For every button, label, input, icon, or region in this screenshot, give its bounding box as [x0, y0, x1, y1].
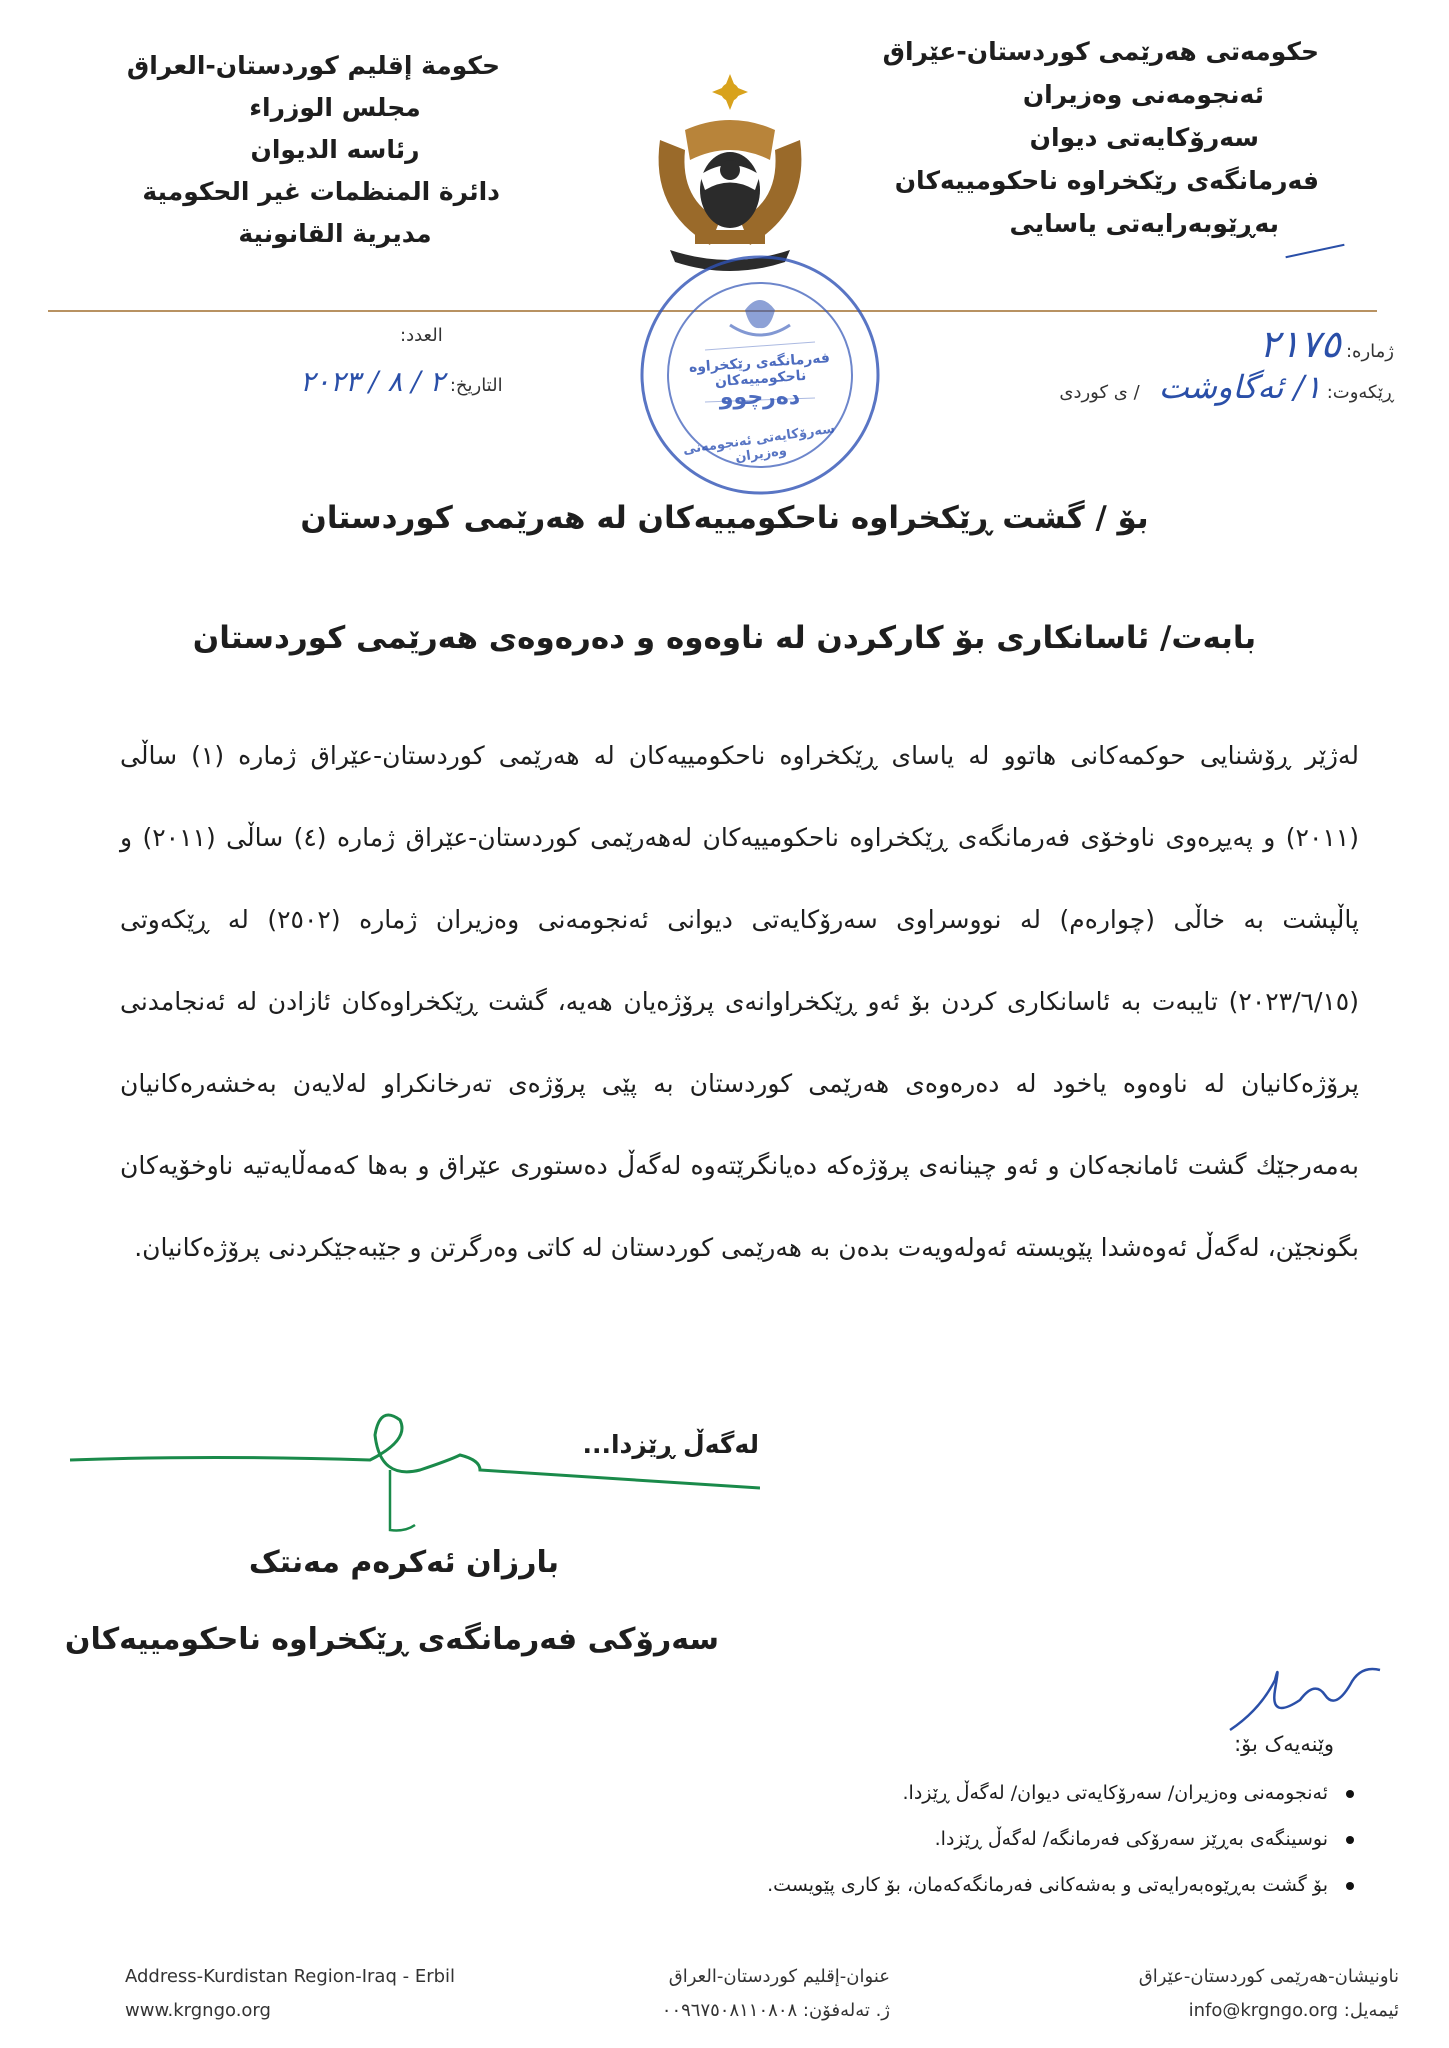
date-suffix-ku: / ی کوردی	[1059, 382, 1140, 403]
pen-mark	[1285, 244, 1344, 258]
cc-label: وێنەیەک بۆ:	[1234, 1732, 1334, 1756]
stamp-ring-text: سەرۆکایەتی ئەنجومەنی وەزیران	[682, 421, 836, 466]
footer-address-ar: عنوان-إقليم كوردستان-العراق	[668, 1966, 890, 1987]
header-kurdish	[883, 30, 1319, 245]
number-label-ar: العدد:	[400, 325, 443, 346]
list-item: بۆ گشت بەڕێوەبەرایەتی و بەشەکانی فەرمانگەکەمان، بۆ کاری پێویست.	[767, 1862, 1354, 1908]
signatory-title: سەرۆکی فەرمانگەی ڕێکخراوە ناحکومییەکان	[64, 1622, 719, 1657]
date-field-ar	[300, 365, 503, 398]
footer-email: info@krgngo.org	[1188, 2000, 1339, 2021]
header-ku-line-3: سەرۆکایەتی دیوان	[1029, 123, 1259, 152]
stamp-line-1: فەرمانگەی رێکخراوە ناحکومییەکان	[688, 350, 831, 391]
footer-right	[1139, 1960, 1399, 2028]
header-ar-line-5: مديرية القانونية	[238, 219, 432, 248]
date-value-ar: ٢ / ٨ / ٢٠٢٣	[300, 365, 445, 398]
list-item: نوسینگەی بەڕێز سەرۆکی فەرمانگە/ لەگەڵ ڕێزدا.	[767, 1816, 1354, 1862]
header-ku-line-1: حکومەتی هەرێمی کوردستان-عێراق	[882, 37, 1319, 66]
header-ku-line-5: بەڕێوبەرایەتی یاسایی	[1009, 209, 1279, 238]
footer-phone: ژ. تەلەفۆن: ٠٠٩٦٧٥٠٨١١٠٨٠٨	[661, 2000, 890, 2021]
krg-emblem-icon	[640, 70, 820, 280]
footer-center	[620, 1960, 890, 2028]
number-field-ar	[400, 325, 443, 346]
footer-email-row	[1139, 1994, 1399, 2028]
footer-email-label: ئیمەیل:	[1343, 2000, 1399, 2021]
stamp-line-2: دەرچوو	[719, 385, 801, 410]
date-field-ku	[1059, 368, 1394, 406]
header-arabic	[126, 45, 500, 255]
header-ku-line-2: ئەنجومەنی وەزیران	[1022, 80, 1264, 109]
bullet-icon	[1346, 1882, 1354, 1890]
number-field-ku	[1259, 322, 1394, 366]
footer-web: www.krgngo.org	[125, 2000, 271, 2021]
date-label-ar: التاريخ:	[449, 375, 503, 396]
date-value-ku: ١/ ئەگاوشت	[1158, 368, 1322, 406]
header-ar-line-2: مجلس الوزراء	[249, 93, 421, 122]
header-ku-line-4: فەرمانگەی رێکخراوە ناحکومییەکان	[894, 166, 1319, 195]
list-item: ئەنجومەنی وەزیران/ سەرۆکایەتی دیوان/ لەگەڵ ڕێزدا.	[767, 1770, 1354, 1816]
number-value: ٢١٧٥	[1259, 322, 1341, 366]
letter-body: لەژێر ڕۆشنایی حوکمەکانی هاتوو لە یاسای ڕێکخراوە ناحکومییەکان لە هەرێمی کوردستان-عێراق ژمارە (١) ساڵی (٢٠١١) و پەیڕەوی ناوخۆی فەرمانگەی ڕێکخراوە ناحکومییەکان لەهەرێمی کوردستان-عێراق ژمارە (٤) ساڵی (٢٠١١) و پاڵپشت بە خاڵی (چوارەم) لە نووسراوی سەرۆکایەتی دیوانی ئەنجومەنی وەزیران ژمارە (٢٥٠٢) لە ڕێکەوتی (٢٠٢٣/٦/١٥) تایبەت بە ئاسانکاری کردن بۆ ئەو ڕێکخراوانەی پرۆژەیان هەیە، گشت ڕێکخراوەکان ئازادن لە ئەنجامدنی پرۆژەکانیان لە ناوەوە یاخود لە دەرەوەی هەرێمی کوردستان بە پێی پرۆژەی تەرخانکراو لەلایەن بەخشەرەکانیان بەمەرجێك گشت ئامانجەکان و ئەو چینانەی پرۆژەکە دەیانگرێتەوە لەگەڵ دەستوری عێراق و بەها کەمەڵایەتیە ناوخۆیەکان بگونجێن، لەگەڵ ئەوەشدا پێویستە ئەولەویەت بدەن بە هەرێمی کوردستان لە کاتی وەرگرتن و جێبەجێکردنی پرۆژەکانیان.	[120, 741, 1360, 1262]
header-ar-line-4: دائرة المنظمات غير الحكومية	[142, 177, 500, 206]
footer-address-en: Address-Kurdistan Region-Iraq - Erbil	[125, 1966, 456, 1987]
date-label-ku: ڕێکەوت:	[1326, 382, 1394, 403]
signature-green-icon	[60, 1400, 760, 1540]
footer-left	[125, 1960, 455, 2028]
initials-signature-icon	[1220, 1640, 1390, 1740]
bullet-icon	[1346, 1836, 1354, 1844]
subject: بابەت/ ئاسانکاری بۆ کارکردن لە ناوەوە و دەرەوەی هەرێمی کوردستان	[192, 620, 1257, 656]
bullet-icon	[1346, 1790, 1354, 1798]
closing: لەگەڵ ڕێزدا...	[582, 1430, 759, 1459]
signatory-name: بارزان ئەکرەم مەنتک	[248, 1545, 559, 1580]
header-ar-line-1: حكومة إقليم كوردستان-العراق	[126, 51, 500, 80]
footer-address-ku: ناونیشان-هەرێمی کوردستان-عێراق	[1138, 1966, 1399, 1987]
header-ar-line-3: رئاسه الديوان	[250, 135, 420, 164]
cc-list	[767, 1770, 1354, 1908]
recipient: بۆ / گشت ڕێکخراوە ناحکومییەکان لە هەرێمی کوردستان	[300, 500, 1149, 536]
number-label-ku: ژمارە:	[1345, 341, 1394, 362]
